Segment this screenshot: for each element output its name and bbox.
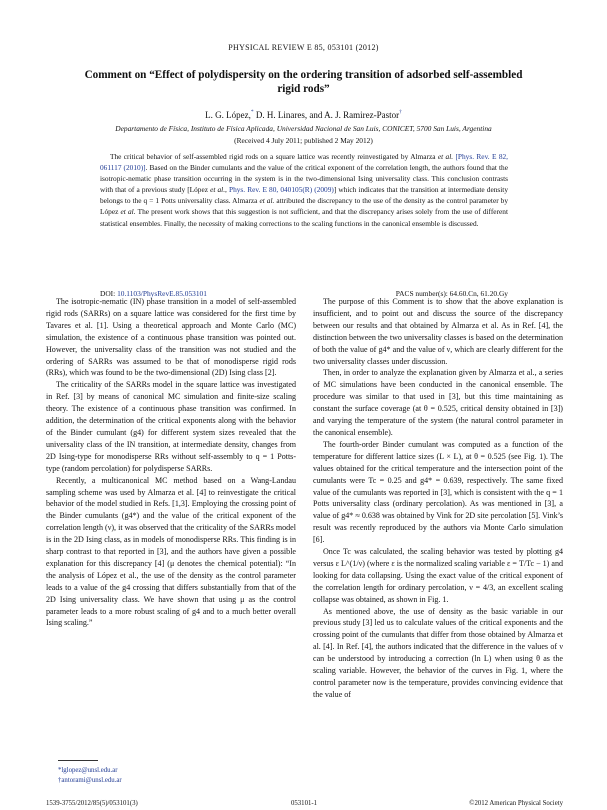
abstract-text-5: The present work shows that this suggestion is not sufficient, and that the discrepancy arises solely from the use of different statistical ensembles. Finally, the necessity of making corrections to the scaling functions in the canonical ensemble is discussed. bbox=[100, 207, 508, 228]
author-lopez: L. G. López, bbox=[205, 110, 251, 120]
right-paragraph-5: As mentioned above, the use of density as the basic variable in our previous study [3] led us to calculate values of the critical exponents and the crossing point of the cumulants that differ from those obtained by Almarza et al. [4]. In Ref. [4], the authors indicated that the difference in the values of ν can be understood by introducing a correction (ln L) when using θ as the scaling variable. However, the behavior of the curves in Fig. 1, where the control parameter now is the temperature, provides convincing evidence that the value of bbox=[313, 606, 563, 699]
right-paragraph-4: Once Tc was calculated, the scaling behavior was tested by plotting g4 versus ε L^(1/ν) (where ε is the normalized scaling variable ε = T/Tc − 1) and looking for data collapsing. Using the exact value of the critical exponent of the correlation length for ordinary percolation, ν = 4/3, an excellent scaling collapse was obtained, as shown in Fig. 1. bbox=[313, 547, 563, 604]
doi-link[interactable]: 10.1103/PhysRevE.85.053101 bbox=[117, 289, 207, 298]
abstract-etal-3: et al. bbox=[259, 196, 275, 206]
abstract-ref-link-2[interactable]: Phys. Rev. E 80, 040105(R) (2009) bbox=[228, 185, 334, 195]
author-others: D. H. Linares, and A. J. Ramirez-Pastor bbox=[255, 110, 400, 120]
left-paragraph-2: The criticality of the SARRs model in the square lattice was investigated in Ref. [3] by means of canonical MC simulation and finite-size scaling theory. The existence of a continuous phase transition was confirmed. In addition, the determination of the critical exponents along with the behavior of the Binder cumulant (g4) for different system sizes revealed that the universality class of the IN transition, at intermediate density, changes from 2D Ising-type for monodisperse RRs without self-assembly to q = 1 Potts-type (random percolation) for polydisperse SARRs. bbox=[46, 380, 296, 473]
footnotes bbox=[58, 766, 122, 785]
abstract-text-3: ] which indicates that the transition at intermediate density belongs to the q = 1 Potts universality class. Almarza bbox=[100, 185, 508, 206]
abstract-etal-2: et al. bbox=[210, 185, 226, 195]
footer-issn: 1539-3755/2012/85(5)/053101(3) bbox=[46, 800, 138, 807]
author-lopez-footnote-mark[interactable]: * bbox=[250, 109, 254, 115]
left-paragraph-1: The isotropic-nematic (IN) phase transition in a model of self-assembled rigid rods (SARRs) on a square lattice was considered for the first time by Tavares et al. [1]. Using a theoretical approach and Monte Carlo (MC) simulation, the existence of a continuous phase transition was pointed out. However, the universality class of the transition was not studied and the ordering of SARRs was assumed to be that of monodisperse rigid rods (RRs), which was found to be the two-dimensional (2D) Ising class [2]. bbox=[46, 297, 296, 378]
footer-copyright: ©2012 American Physical Society bbox=[469, 800, 563, 807]
abstract: The critical behavior of self-assembled rigid rods on a square lattice was recently reinvestigated by Almarza et al. [Phys. Rev. E 82, 061117 (2010)]. Based on the Binder cumulants and the value of the critical exponent of the correlation length, the authors found that the isotropic-nematic phase transition occurring in the system is in the two-dimensional Ising universality class. This conclusion contrasts with that of a previous study [López et al., Phys. Rev. E 80, 040105(R) (2009)] which indicates that the transition at intermediate density belongs to the q = 1 Potts universality class. Almarza et al. attributed the discrepancy to the use of the density as the control parameter by López et al. The present work shows that this suggestion is not sufficient, and that the discrepancy arises solely from the use of different statistical ensembles. Finally, the necessity of making corrections to the scaling functions in the canonical ensemble is discussed. bbox=[100, 152, 508, 228]
footnote-divider bbox=[58, 760, 98, 761]
affiliation: Departamento de Física, Instituto de Física Aplicada, Universidad Nacional de San Luis, CONICET, 5700 San Luis, Argentina bbox=[115, 124, 492, 133]
abstract-text-2: . Based on the Binder cumulants and the value of the critical exponent of the correlation length, the authors found that the isotropic-nematic phase transition occurring in the system is in the two-dimensional Ising universality class. This conclusion contrasts with that of a previous study [López bbox=[100, 163, 508, 195]
pacs-numbers: PACS number(s): 64.60.Cn, 61.20.Gy bbox=[395, 289, 508, 298]
footnote-email-ramirez[interactable]: †antorami@unsl.edu.ar bbox=[58, 776, 122, 784]
right-paragraph-2: Then, in order to analyze the explanation given by Almarza et al., a series of MC simulations have been conducted in the canonical ensemble. The procedure was similar to that used in [3], but this time maintaining as constant the surface coverage (at θ = 0.525, critical density obtained in [3]) and varying the temperature of the system (the natural control parameter in the canonical ensemble). bbox=[313, 368, 563, 437]
doi-label: DOI: bbox=[100, 289, 116, 298]
author-ramirez-footnote-mark[interactable]: † bbox=[399, 109, 402, 115]
abstract-text-4: attributed the discrepancy to the use of the density as the control parameter by López bbox=[100, 196, 508, 217]
author-line bbox=[0, 110, 607, 120]
right-paragraph-1: The purpose of this Comment is to show that the above explanation is insufficient, and to point out and discuss the source of the discrepancy between our results and that obtained by Almarza et al. As in Ref. [4], the distinction between the two universality classes is based on the determination of both the value of g4* and the value of ν, which are clearly different for the two universality classes under discussion. bbox=[313, 297, 563, 366]
footer-page-number: 053101-1 bbox=[290, 800, 318, 807]
abstract-ref-link-1[interactable]: [Phys. Rev. E 82, 061117 (2010)] bbox=[100, 152, 508, 173]
received-dates: (Received 4 July 2011; published 2 May 2012) bbox=[234, 136, 373, 145]
footnote-email-lopez[interactable]: *lglopez@unsl.edu.ar bbox=[58, 767, 118, 774]
abstract-etal-1: et al. bbox=[437, 152, 454, 161]
journal-header: PHYSICAL REVIEW E 85, 053101 (2012) bbox=[228, 43, 379, 52]
right-column bbox=[313, 296, 563, 701]
left-column bbox=[46, 296, 296, 629]
right-paragraph-3: The fourth-order Binder cumulant was computed as a function of the temperature for different lattice sizes (L × L), at θ = 0.525 (see Fig. 1). The values obtained for the critical temperature and the intersection point of the cumulants were Tc = 0.25 and g4* = 0.639, respectively. The same fixed value of the cumulants was reported in [3], which is consistent with the q = 1 Potts universality class (ordinary percolation). As was mentioned in [3], a value of g4* ≈ 0.638 was obtained by Vink for 2D site percolation [5]. Vink’s result was recently reproduced by the authors via Monte Carlo simulation [6]. bbox=[313, 439, 563, 545]
abstract-text-1: The critical behavior of self-assembled rigid rods on a square lattice was recently reinvestigated by Almarza bbox=[110, 152, 436, 161]
left-paragraph-3: Recently, a multicanonical MC method based on a Wang-Landau sampling scheme was used by Almarza et al. [4] to reinvestigate the critical behavior of the model studied in Refs. [1,3]. Employing the crossing point of the Binder cumulants (g4*) and the value of the critical exponent of the correlation length (ν), it was observed that the criticality of the SARRs model is in the 2D Ising class, as in models of monodisperse RRs. This finding is in sharp contrast to that reported in [3], and the authors have given a possible explanation for this discrepancy [4] (μ denotes the chemical potential): “In the analysis of López et al., the use of the density as the control parameter leads to a value of the g4 crossing that differs substantially from that of the 2D Ising universality class. We have shown that using μ as the control parameter leads to a more robust scaling of g4 and to a much better overall Ising scaling.” bbox=[46, 475, 296, 628]
paper-title: Comment on “Effect of polydispersity on the ordering transition of adsorbed self-assembled rigid rods” bbox=[84, 69, 523, 95]
abstract-etal-4: et al. bbox=[120, 207, 136, 217]
